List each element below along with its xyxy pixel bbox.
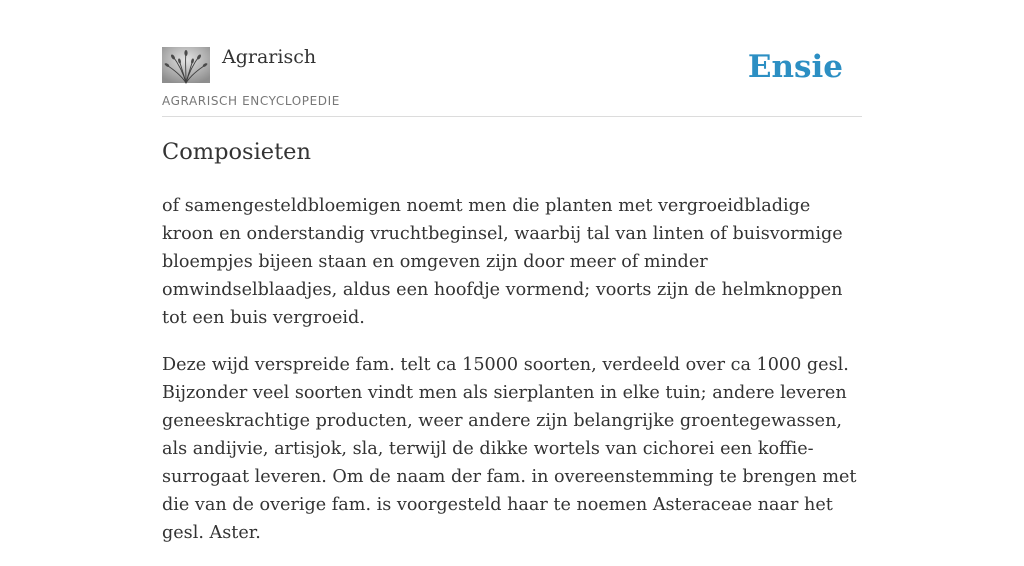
source-title[interactable]: Agrarisch <box>222 46 317 68</box>
wheat-field-icon[interactable] <box>162 47 210 83</box>
article-title: Composieten <box>162 139 311 165</box>
page-header <box>162 44 862 117</box>
brand-logo-link[interactable]: Ensie <box>747 49 843 85</box>
source-subtitle: AGRARISCH ENCYCLOPEDIE <box>162 94 340 108</box>
article-body <box>162 192 862 566</box>
article-paragraph: of samengesteldbloemigen noemt men die planten met vergroeidbladige kroon en onderstandig vruchtbeginsel, waarbij tal van linten of buisvormige bloempjes bijeen staan en omgeven zijn door meer of minder omwindselblaadjes, aldus een hoofdje vormend; voorts zijn de helmknoppen tot een buis vergroeid. <box>162 196 843 328</box>
article-paragraph: Deze wijd verspreide fam. telt ca 15000 soorten, verdeeld over ca 1000 gesl. Bijzonder veel soorten vindt men als sierplanten in elke tuin; andere leveren geneeskrachtige producten, weer andere zijn belangrijke groentegewassen, als andijvie, artisjok, sla, terwijl de dikke wortels van cichorei een koffie-surrogaat leveren. Om de naam der fam. in overeenstemming te brengen met die van de overige fam. is voorgesteld haar te noemen Asteraceae naar het gesl. Aster. <box>162 355 857 543</box>
